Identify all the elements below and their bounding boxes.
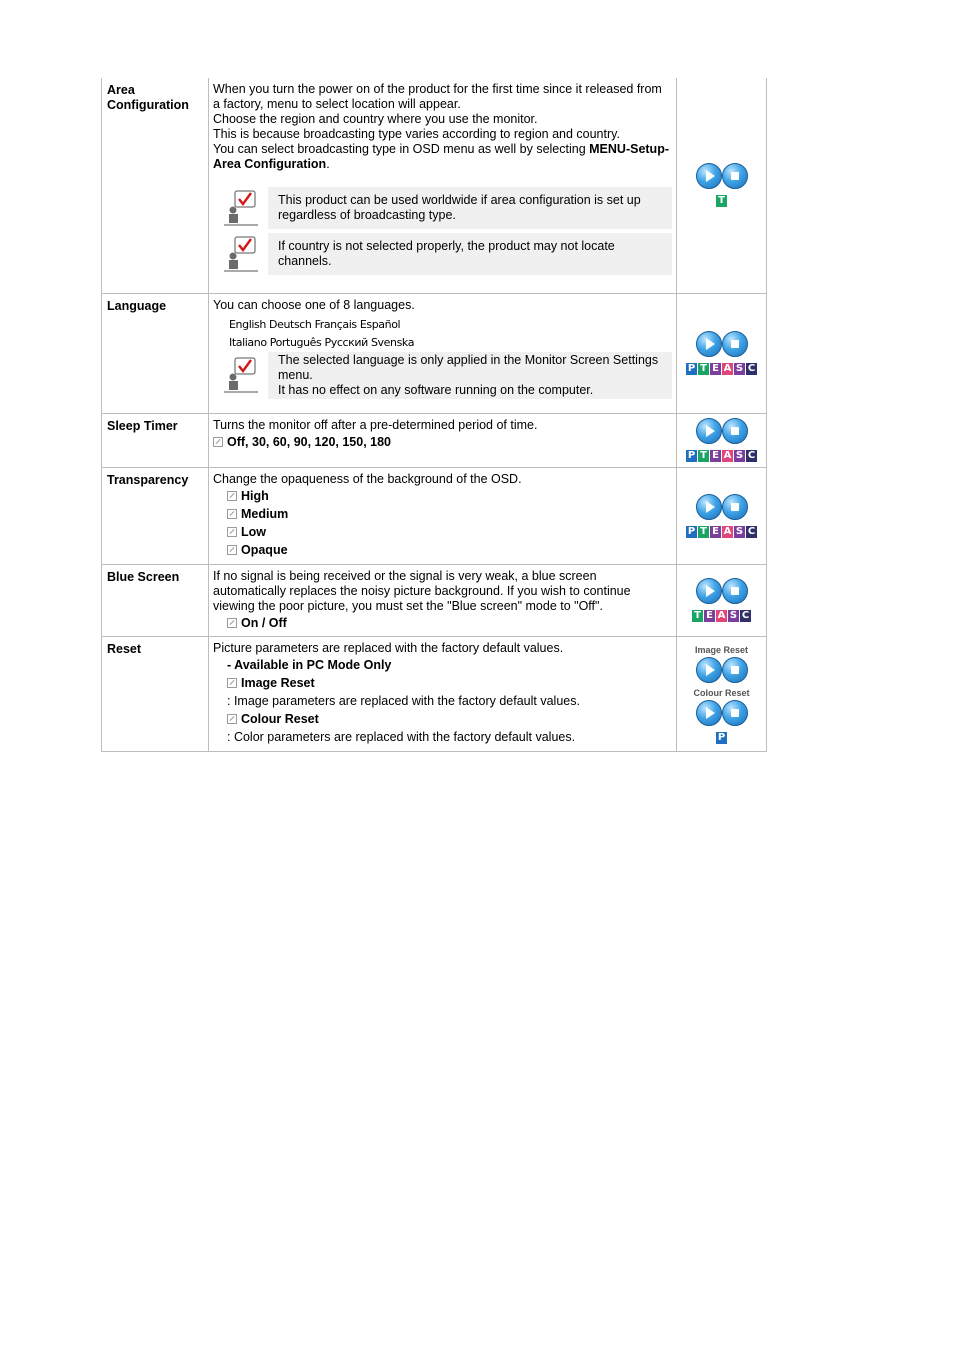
mode-tag-a: A xyxy=(723,525,732,537)
row-description xyxy=(209,467,677,564)
bullet-checkbox-icon xyxy=(227,618,237,628)
mode-tag-c: C xyxy=(747,525,756,537)
option-item xyxy=(213,487,672,505)
note-text: If country is not selected properly, the product may not locate channels. xyxy=(268,233,672,275)
menu-path: MENU-Setup-Area Configuration xyxy=(213,142,669,171)
table-row xyxy=(102,293,767,413)
desc-line xyxy=(213,142,672,172)
bullet-checkbox-icon xyxy=(227,714,237,724)
option-item xyxy=(213,505,672,523)
row-label: Language xyxy=(102,293,209,413)
note-box xyxy=(213,233,672,275)
row-icon-cell xyxy=(677,293,767,413)
osd-buttons xyxy=(696,578,748,604)
stop-button-icon xyxy=(722,331,748,357)
osd-buttons xyxy=(696,657,748,683)
option-label: Opaque xyxy=(241,542,288,557)
row-description xyxy=(209,413,677,467)
table-row xyxy=(102,413,767,467)
play-button-icon xyxy=(696,700,722,726)
option-item xyxy=(213,433,672,451)
table-row xyxy=(102,564,767,636)
play-button-icon xyxy=(696,578,722,604)
option-item xyxy=(213,541,672,559)
row-icon-cell xyxy=(677,636,767,751)
bullet-checkbox-icon xyxy=(213,437,223,447)
row-icon-cell xyxy=(677,78,767,293)
bullet-checkbox-icon xyxy=(227,678,237,688)
row-description xyxy=(209,636,677,751)
mode-tag-s: S xyxy=(735,450,744,461)
table-row xyxy=(102,636,767,751)
mode-tags xyxy=(716,195,727,207)
desc-line: You can choose one of 8 languages. xyxy=(213,297,415,312)
option-item xyxy=(213,614,672,632)
row-label: Blue Screen xyxy=(102,564,209,636)
note-checkmark-icon xyxy=(213,187,268,229)
mode-tag-s: S xyxy=(729,610,738,621)
mode-tag-c: C xyxy=(741,610,750,621)
mode-tags xyxy=(686,526,757,538)
desc-line: Picture parameters are replaced with the factory default values. xyxy=(213,640,564,655)
mode-restriction: - Available in PC Mode Only xyxy=(227,657,392,672)
stop-button-icon xyxy=(722,700,748,726)
desc-line: When you turn the power on of the product for the first time since it released from a factory, menu to select location will appear. xyxy=(213,82,662,111)
mode-tag-a: A xyxy=(723,363,732,374)
mode-tag-t: T xyxy=(698,450,709,462)
note-box xyxy=(213,352,672,399)
mode-tag-t: T xyxy=(698,526,709,538)
mode-tag-c: C xyxy=(747,363,756,374)
osd-buttons xyxy=(696,494,748,520)
option-description: : Color parameters are replaced with the factory default values. xyxy=(227,729,576,744)
row-description xyxy=(209,293,677,413)
mode-tag-p: P xyxy=(687,450,696,461)
settings-table xyxy=(101,78,767,752)
stop-button-icon xyxy=(722,494,748,520)
desc-text: You can select broadcasting type in OSD menu as well by selecting xyxy=(213,142,590,156)
language-line: Italiano Português Русский Svenska xyxy=(229,335,415,349)
mode-tag-t: T xyxy=(698,363,709,375)
option-label: Medium xyxy=(241,506,289,521)
desc-line: This is because broadcasting type varies according to region and country. xyxy=(213,127,620,141)
language-list xyxy=(213,316,672,352)
desc-line: Turns the monitor off after a pre-determined period of time. xyxy=(213,417,538,432)
option-label: Image Reset xyxy=(241,675,315,690)
mode-tag-p: P xyxy=(717,732,726,743)
icon-caption: Colour Reset xyxy=(693,688,750,698)
option-label: Colour Reset xyxy=(241,711,319,726)
note-line: It has no effect on any software running on the computer. xyxy=(278,382,594,397)
option-item xyxy=(213,710,672,728)
note-checkmark-icon xyxy=(213,233,268,275)
bullet-checkbox-icon xyxy=(227,527,237,537)
mode-tag-e: E xyxy=(710,450,721,462)
mode-tags xyxy=(686,363,757,375)
row-label: Sleep Timer xyxy=(102,413,209,467)
mode-tag-e: E xyxy=(704,610,715,622)
mode-tag-t: T xyxy=(716,195,727,207)
option-label: Low xyxy=(241,524,266,539)
desc-line: Choose the region and country where you use the monitor. xyxy=(213,112,538,126)
mode-tag-a: A xyxy=(717,610,726,621)
bullet-checkbox-icon xyxy=(227,545,237,555)
mode-tags xyxy=(686,450,757,462)
stop-button-icon xyxy=(722,657,748,683)
row-icon-cell xyxy=(677,564,767,636)
row-description xyxy=(209,78,677,293)
bullet-checkbox-icon xyxy=(227,491,237,501)
osd-buttons xyxy=(696,163,748,189)
icon-caption: Image Reset xyxy=(694,645,749,655)
stop-button-icon xyxy=(722,418,748,444)
option-label: High xyxy=(241,488,269,503)
row-description xyxy=(209,564,677,636)
play-button-icon xyxy=(696,163,722,189)
mode-tag-p: P xyxy=(687,363,696,374)
play-button-icon xyxy=(696,418,722,444)
note-checkmark-icon xyxy=(213,352,268,399)
option-label: On / Off xyxy=(241,615,287,630)
play-button-icon xyxy=(696,657,722,683)
mode-tag-c: C xyxy=(747,450,756,461)
option-item xyxy=(213,674,672,692)
mode-tag-t: T xyxy=(692,610,703,622)
play-button-icon xyxy=(696,331,722,357)
osd-buttons xyxy=(696,418,748,444)
osd-buttons xyxy=(696,331,748,357)
mode-tag-p: P xyxy=(687,525,696,537)
row-icon-cell xyxy=(677,413,767,467)
row-icon-cell xyxy=(677,467,767,564)
row-label: Transparency xyxy=(102,467,209,564)
mode-tags xyxy=(716,732,727,744)
language-line: English Deutsch Français Español xyxy=(229,317,401,331)
option-description: : Image parameters are replaced with the factory default values. xyxy=(227,693,580,708)
option-label: Off, 30, 60, 90, 120, 150, 180 xyxy=(227,434,392,449)
mode-tag-e: E xyxy=(710,363,721,375)
desc-line: Change the opaqueness of the background of the OSD. xyxy=(213,471,522,486)
table-row xyxy=(102,467,767,564)
row-label: Reset xyxy=(102,636,209,751)
note-text: This product can be used worldwide if area configuration is set up regardless of broadcasting type. xyxy=(268,187,672,229)
play-button-icon xyxy=(696,494,722,520)
mode-tag-a: A xyxy=(723,450,732,461)
option-item xyxy=(213,523,672,541)
stop-button-icon xyxy=(722,578,748,604)
note-text xyxy=(268,352,672,399)
stop-button-icon xyxy=(722,163,748,189)
osd-buttons xyxy=(696,700,748,726)
note-line: The selected language is only applied in the Monitor Screen Settings menu. xyxy=(278,352,659,382)
mode-tag-s: S xyxy=(735,363,744,374)
desc-text: . xyxy=(326,157,330,171)
mode-tag-s: S xyxy=(735,525,744,537)
table-row xyxy=(102,78,767,293)
note-box xyxy=(213,187,672,229)
row-label: Area Configuration xyxy=(102,78,209,293)
desc-line: If no signal is being received or the signal is very weak, a blue screen automatically replaces the noisy picture background. If you wish to continue viewing the poor picture, you must set the "Blue screen" mode to "Off". xyxy=(213,568,631,613)
mode-tags xyxy=(692,610,751,622)
bullet-checkbox-icon xyxy=(227,509,237,519)
mode-tag-e: E xyxy=(710,526,721,538)
